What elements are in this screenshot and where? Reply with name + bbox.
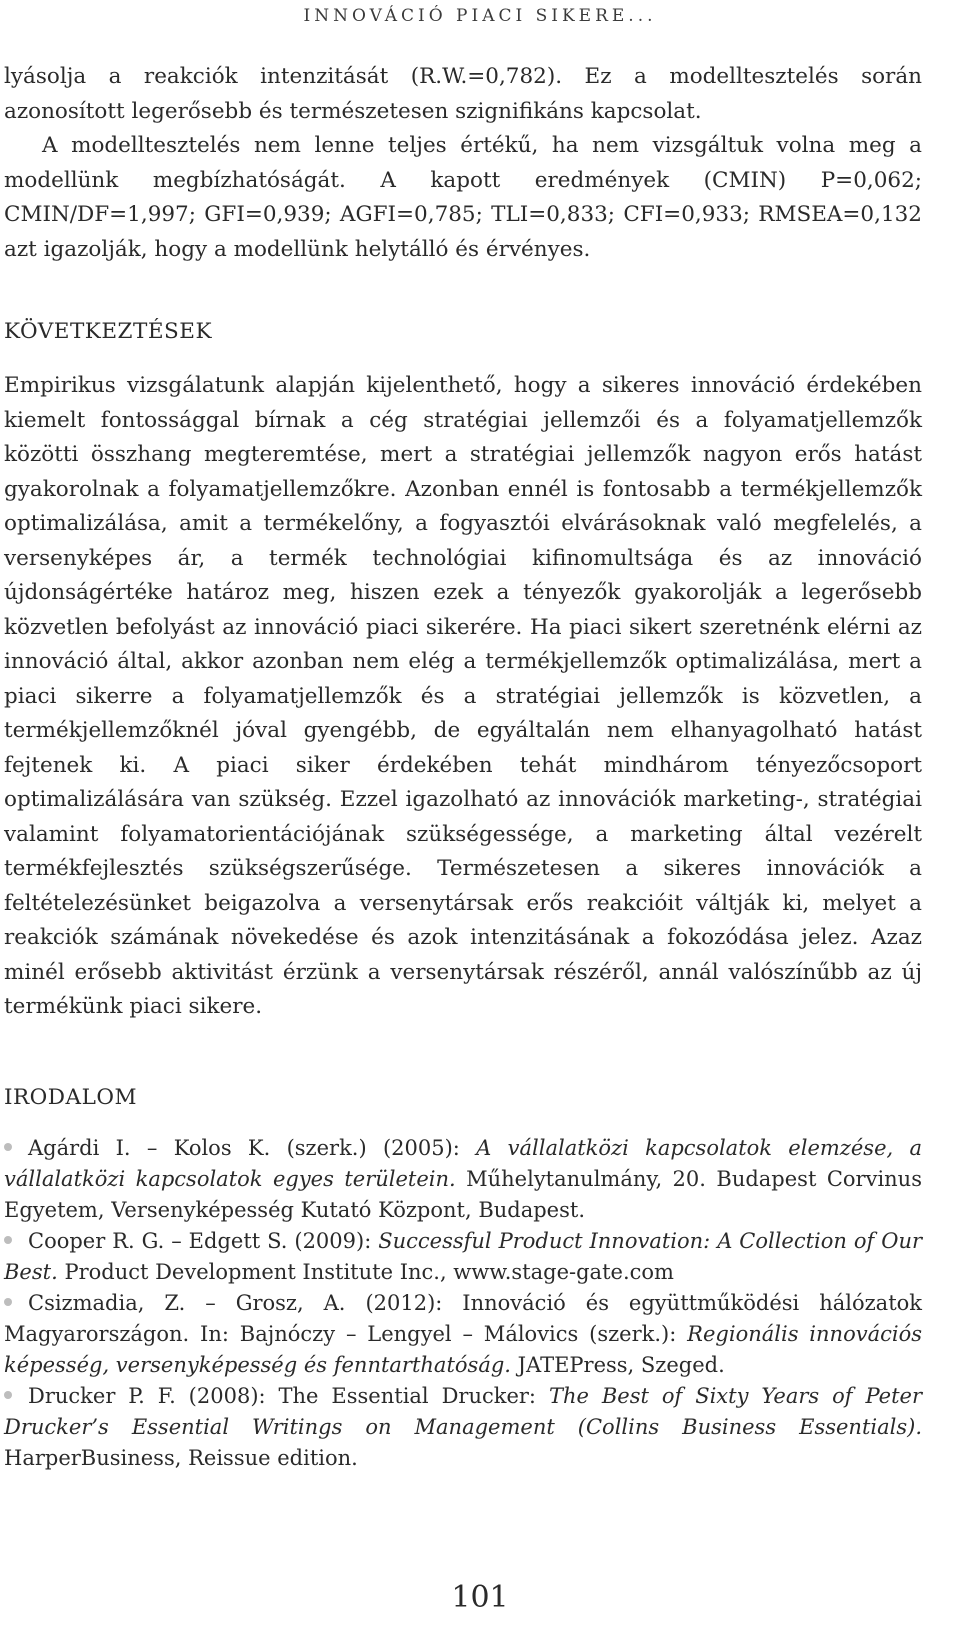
- reference-publisher: Műhelytanulmány, 20. Budapest Corvinus Egyetem, Versenyképesség Kutató Központ, Budapest.: [4, 1166, 922, 1222]
- reference-authors: Agárdi I. – Kolos K. (szerk.) (2005):: [28, 1135, 477, 1160]
- reference-authors: Cooper R. G. – Edgett S. (2009):: [28, 1228, 379, 1253]
- reference-title: A vállalatközi kapcsolatok elemzése, a vállalatközi kapcsolatok egyes területein.: [4, 1135, 922, 1191]
- reference-title: Regionális innovációs képesség, versenyképesség és fenntarthatóság.: [4, 1321, 922, 1377]
- reference-item: [4, 1226, 922, 1288]
- reference-item: [4, 1381, 922, 1474]
- references-list: [4, 1133, 922, 1474]
- page-number: 101: [451, 1580, 509, 1615]
- reference-title: Successful Product Innovation: A Collection of Our Best.: [4, 1228, 923, 1284]
- reference-item: [4, 1133, 922, 1226]
- paragraph-2: A modelltesztelés nem lenne teljes értékű, ha nem vizsgáltuk volna meg a modellünk megbízhatóságát. A kapott eredmények (CMIN) P=0,062; CMIN/DF=1,997; GFI=0,939; AGFI=0,785; TLI=0,833; CFI=0,933; RMSEA=0,132 azt igazolják, hogy a modellünk helytálló és érvényes.: [4, 133, 922, 262]
- conclusions-heading: KÖVETKEZTÉSEK: [4, 319, 213, 344]
- reference-item: [4, 1288, 922, 1381]
- running-head: INNOVÁCIÓ PIACI SIKERE...: [303, 6, 657, 26]
- reference-publisher: Product Development Institute Inc., www.stage-gate.com: [57, 1259, 674, 1284]
- bullet-icon: [4, 1236, 12, 1244]
- bullet-icon: [4, 1298, 12, 1306]
- conclusions-paragraph: Empirikus vizsgálatunk alapján kijelenthető, hogy a sikeres innováció érdekében kiemelt fontossággal bírnak a cég stratégiai jellemzői és a folyamatjellemzők közötti összhang megteremtése, mert a stratégiai jellemzők nagyon erős hatást gyakorolnak a folyamatjellemzőkre. Azonban ennél is fontosabb a termékjellemzők optimalizálása, amit a termékelőny, a fogyasztói elvárásoknak való megfelelés, a versenyképes ár, a termék technológiai kifinomultsága és az innováció újdonságértéke határoz meg, hiszen ezek a tényezők gyakorolják a legerősebb közvetlen befolyást az innováció piaci sikerére. Ha piaci sikert szeretnénk elérni az innováció által, akkor azonban nem elég a termékjellemzők optimalizálása, mert a piaci sikerre a folyamatjellemzők és a stratégiai jellemzők is közvetlen, a termékjellemzőknél jóval gyengébb, de egyáltalán nem elhanyagolható hatást fejtenek ki. A piaci siker érdekében tehát mindhárom tényezőcsoport optimalizálására van szükség. Ezzel igazolható az innovációk marketing-, stratégiai valamint folyamatorientációjának szükségessége, a marketing által vezérelt termékfejlesztés szükségszerűsége. Természetesen a sikeres innovációk a feltételezésünket beigazolva a versenytársak erős reakcióit váltják ki, melyet a reakciók számának növekedése és azok intenzitásának a fokozódása jelez. Azaz minél erősebb aktivitást érzünk a versenytársak részéről, annál valószínűbb az új termékünk piaci sikere.: [4, 373, 922, 1019]
- bullet-icon: [4, 1143, 12, 1151]
- paragraph-1: lyásolja a reakciók intenzitását (R.W.=0,782). Ez a modelltesztelés során azonosított legerősebb és természetesen szignifikáns kapcsolat.: [4, 64, 922, 124]
- reference-authors: Csizmadia, Z. – Grosz, A. (2012): Innováció és együttműködési hálózatok Magyarországon. In: Bajnóczy – Lengyel – Málovics (szerk.):: [4, 1290, 922, 1346]
- reference-publisher: JATEPress, Szeged.: [510, 1352, 725, 1377]
- reference-publisher: HarperBusiness, Reissue edition.: [4, 1445, 358, 1470]
- page-body: [4, 60, 922, 1474]
- references-heading: IRODALOM: [4, 1084, 137, 1110]
- reference-authors: Drucker P. F. (2008): The Essential Drucker:: [28, 1383, 549, 1408]
- reference-title: The Best of Sixty Years of Peter Drucker’s Essential Writings on Management (Collins Business Essentials).: [4, 1383, 922, 1439]
- bullet-icon: [4, 1391, 12, 1399]
